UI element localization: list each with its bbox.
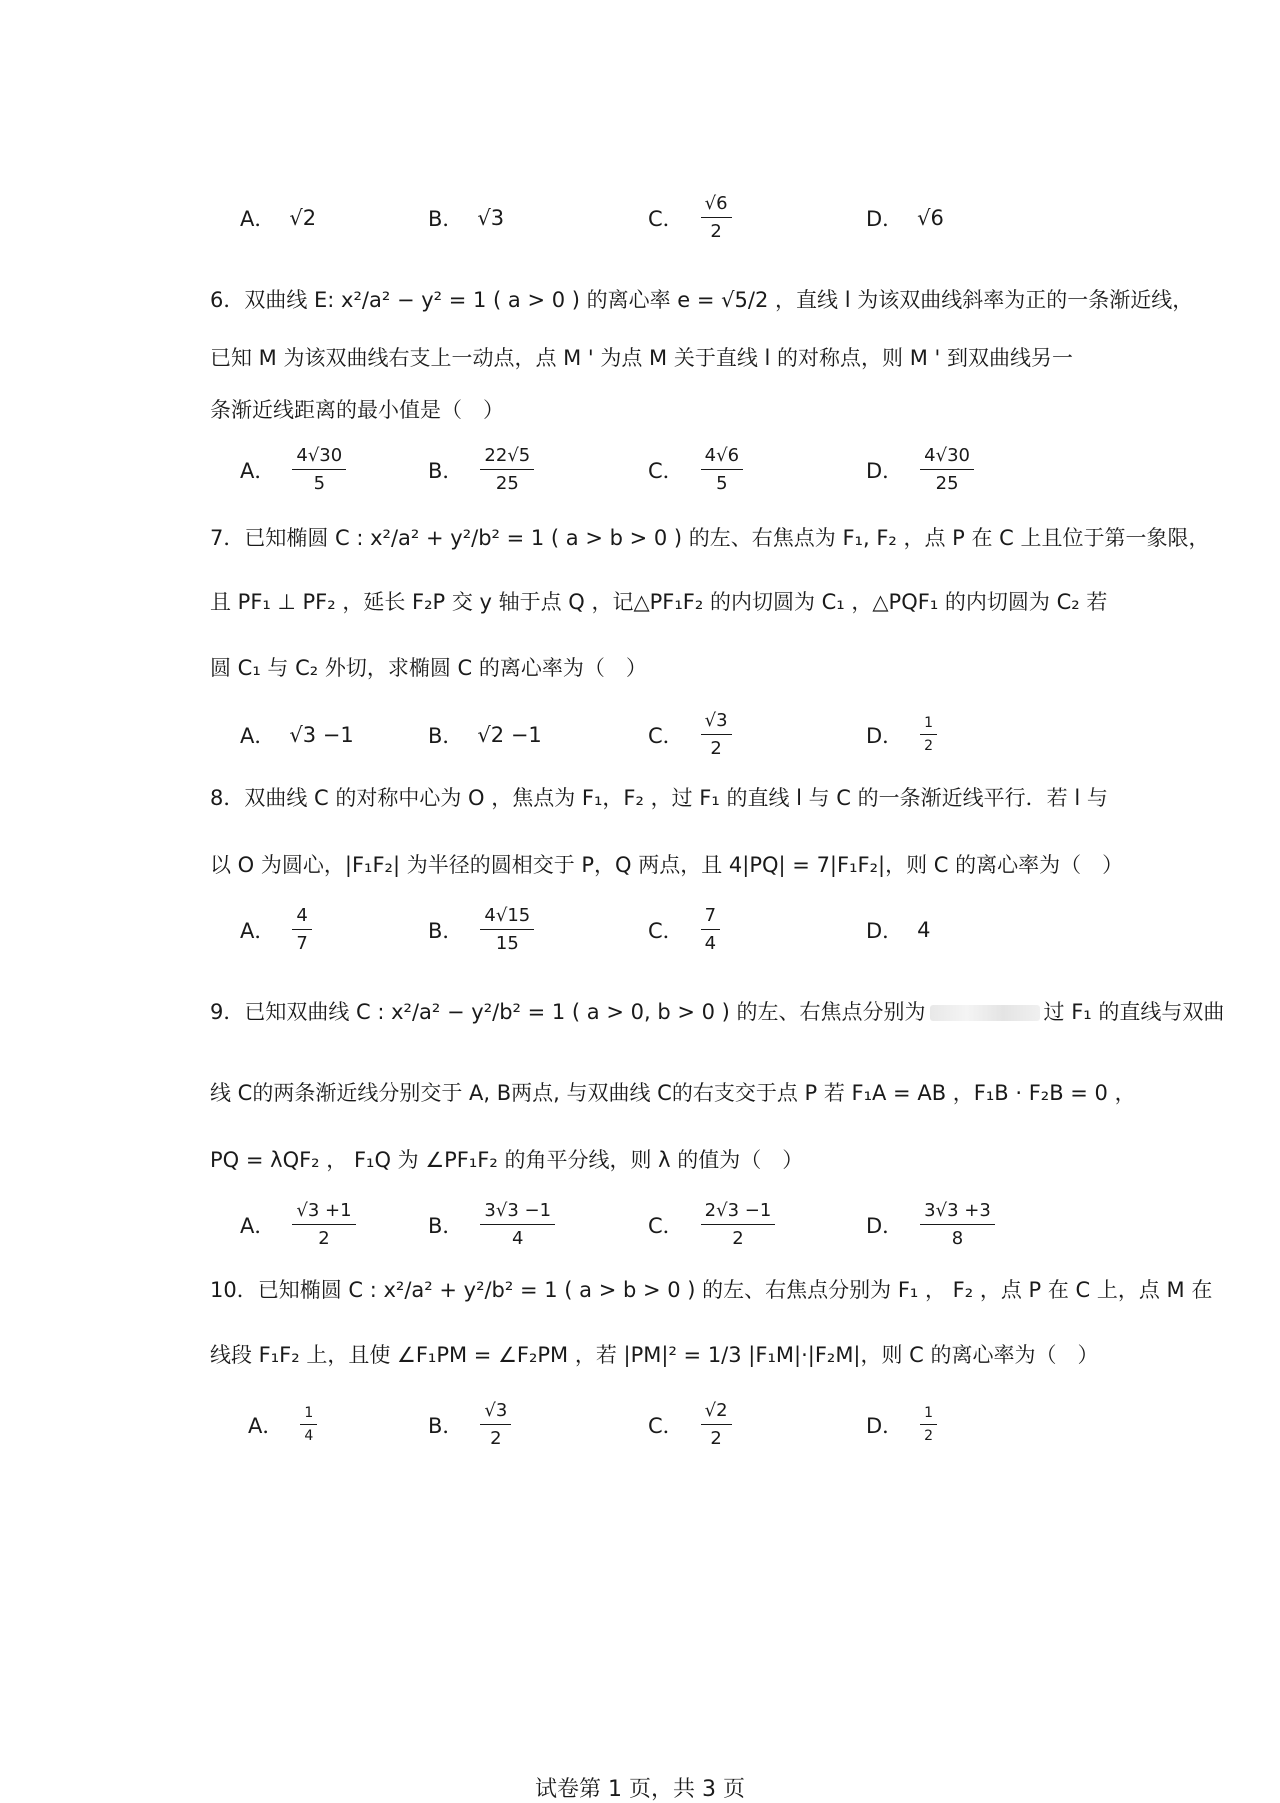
fraction: $\frac{4√6}{5}$: [701, 446, 743, 494]
q5-choice-a[interactable]: A． √2: [240, 206, 317, 231]
q9-line-3: PQ = λQF₂ ， F₁Q 为 ∠PF₁F₂ 的角平分线，则 λ 的值为（ ）: [210, 1148, 804, 1172]
q8-choice-a[interactable]: A． $\frac{4}{7}$: [240, 900, 315, 960]
q5-choice-d[interactable]: D． √6: [866, 206, 944, 231]
q9-choice-b[interactable]: B． $\frac{3√3 -1}{4}$: [428, 1195, 558, 1255]
q8-choice-c[interactable]: C． $\frac{7}{4}$: [648, 900, 723, 960]
fraction: $\frac{√3}{2}$: [701, 711, 732, 759]
fraction: $\frac{√6}{2}$: [701, 194, 732, 242]
fraction: $\frac{4√15}{15}$: [480, 906, 534, 954]
q6-choice-d[interactable]: D． $\frac{4√30}{25}$: [866, 440, 977, 500]
fraction: $\frac{4√30}{5}$: [292, 446, 346, 494]
q5-choice-b[interactable]: B． √3: [428, 206, 505, 231]
q8-line-1: 8．双曲线 C 的对称中心为 O ，焦点为 F₁，F₂ ，过 F₁ 的直线 l 与 C 的一条渐近线平行．若 l 与: [210, 786, 1108, 810]
blurred-region: [930, 1005, 1040, 1021]
page-footer: 试卷第 1 页，共 3 页: [535, 1777, 745, 1802]
q6-line-1: 6．双曲线 E: x²/a² − y² = 1 ( a > 0 ) 的离心率 e = √5/2 ，直线 l 为该双曲线斜率为正的一条渐近线，: [210, 288, 1194, 312]
fraction: $\frac{4}{7}$: [292, 906, 311, 954]
q5-choice-c[interactable]: C． $\frac{√6}{2}$: [648, 190, 735, 246]
q9-choice-a[interactable]: A． $\frac{√3 +1}{2}$: [240, 1195, 359, 1255]
q10-line-2: 线段 F₁F₂ 上，且使 ∠F₁PM = ∠F₂PM ，若 |PM|² = 1/3 |F₁M|·|F₂M|，则 C 的离心率为（ ）: [210, 1343, 1099, 1367]
fraction: $\frac{1}{4}$: [300, 1406, 317, 1445]
q10-choice-a[interactable]: A． $\frac{1}{4}$: [248, 1395, 320, 1455]
q6-choice-b[interactable]: B． $\frac{22√5}{25}$: [428, 440, 537, 500]
q10-choices: [0, 1395, 1280, 1455]
q6-choice-a[interactable]: A． $\frac{4√30}{5}$: [240, 440, 349, 500]
q8-line-2: 以 O 为圆心，|F₁F₂| 为半径的圆相交于 P，Q 两点，且 4|PQ| = 7|F₁F₂|，则 C 的离心率为（ ）: [210, 853, 1124, 877]
q6-choices: [0, 440, 1280, 500]
q7-choice-a[interactable]: A． √3 −1: [240, 723, 354, 748]
fraction: $\frac{3√3 -1}{4}$: [480, 1201, 555, 1249]
q10-line-1: 10．已知椭圆 C : x²/a² + y²/b² = 1 ( a > b > 0 ) 的左、右焦点分别为 F₁ ， F₂ ，点 P 在 C 上，点 M 在: [210, 1278, 1213, 1302]
q10-choice-c[interactable]: C． $\frac{√2}{2}$: [648, 1395, 735, 1455]
q9-line-2: 线 C的两条渐近线分别交于 A, B两点, 与双曲线 C的右支交于点 P 若 F₁A = AB ，F₁B · F₂B = 0 ，: [210, 1081, 1136, 1105]
q8-choice-d[interactable]: D． 4: [866, 918, 931, 943]
q9-choice-d[interactable]: D． $\frac{3√3 +3}{8}$: [866, 1195, 998, 1255]
q10-choice-d[interactable]: D． $\frac{1}{2}$: [866, 1395, 940, 1455]
fraction: $\frac{22√5}{25}$: [480, 446, 534, 494]
fraction: $\frac{3√3 +3}{8}$: [920, 1201, 995, 1249]
q9-choices: [0, 1195, 1280, 1255]
q7-choice-b[interactable]: B． √2 −1: [428, 723, 542, 748]
q9-choice-c[interactable]: C． $\frac{2√3 -1}{2}$: [648, 1195, 778, 1255]
fraction: $\frac{√3 +1}{2}$: [292, 1201, 355, 1249]
fraction: $\frac{1}{2}$: [920, 716, 937, 755]
q7-line-2: 且 PF₁ ⊥ PF₂ ，延长 F₂P 交 y 轴于点 Q ，记△PF₁F₂ 的内切圆为 C₁ ，△PQF₁ 的内切圆为 C₂ 若: [210, 590, 1108, 614]
q9-line-1: 9．已知双曲线 C : x²/a² − y²/b² = 1 ( a > 0, b > 0 ) 的左、右焦点分别为 过 F₁ 的直线与双曲: [210, 1000, 1225, 1024]
q7-choice-c[interactable]: C． $\frac{√3}{2}$: [648, 705, 735, 765]
fraction: $\frac{7}{4}$: [701, 906, 720, 954]
fraction: $\frac{√3}{2}$: [480, 1401, 511, 1449]
fraction: $\frac{2√3 -1}{2}$: [701, 1201, 776, 1249]
q5-choices: [0, 190, 1280, 250]
q6-line-3: 条渐近线距离的最小值是（ ）: [210, 398, 504, 422]
q7-line-3: 圆 C₁ 与 C₂ 外切，求椭圆 C 的离心率为（ ）: [210, 656, 647, 680]
q7-choices: [0, 705, 1280, 765]
q10-choice-b[interactable]: B． $\frac{√3}{2}$: [428, 1395, 514, 1455]
fraction: $\frac{4√30}{25}$: [920, 446, 974, 494]
fraction: $\frac{√2}{2}$: [701, 1401, 732, 1449]
q6-choice-c[interactable]: C． $\frac{4√6}{5}$: [648, 440, 746, 500]
q7-line-1: 7．已知椭圆 C : x²/a² + y²/b² = 1 ( a > b > 0 ) 的左、右焦点为 F₁, F₂ ，点 P 在 C 上且位于第一象限，: [210, 526, 1210, 550]
q8-choice-b[interactable]: B． $\frac{4√15}{15}$: [428, 900, 537, 960]
fraction: $\frac{1}{2}$: [920, 1406, 937, 1445]
q7-choice-d[interactable]: D． $\frac{1}{2}$: [866, 705, 940, 765]
q8-choices: [0, 900, 1280, 960]
q6-line-2: 已知 M 为该双曲线右支上一动点，点 M ' 为点 M 关于直线 l 的对称点，则 M ' 到双曲线另一: [210, 346, 1073, 370]
